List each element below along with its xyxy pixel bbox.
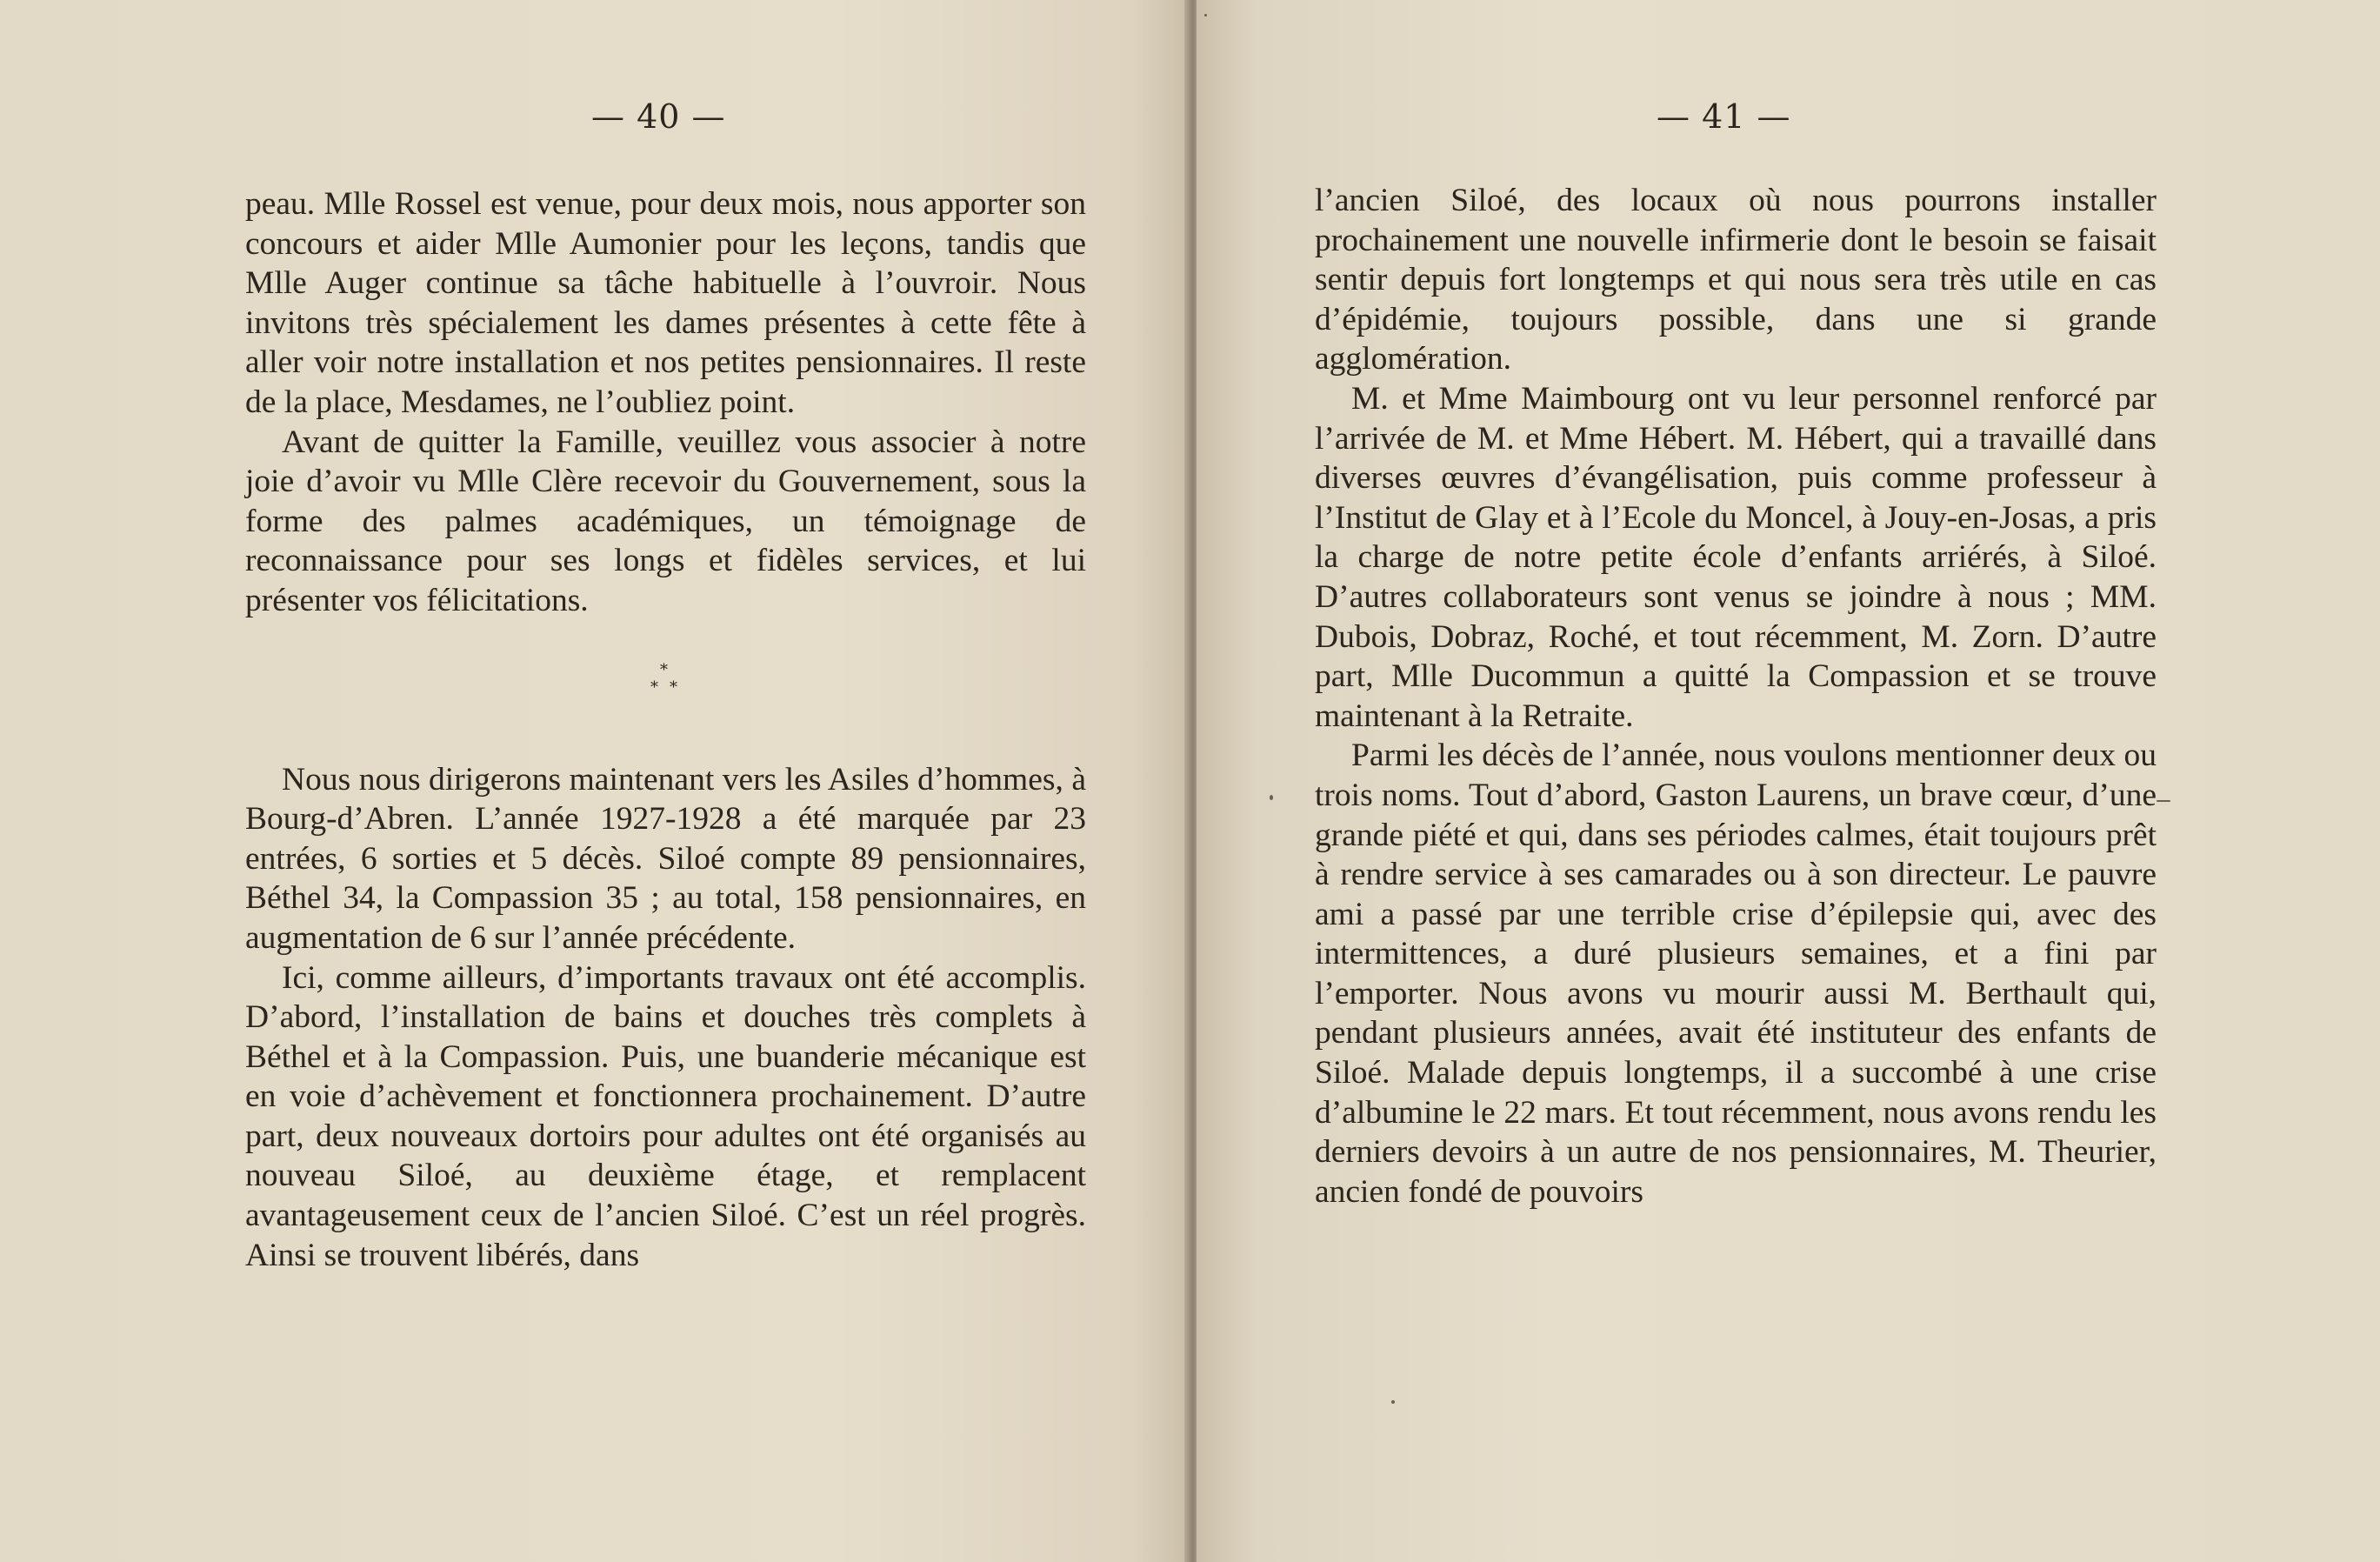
right-page-body [1315,181,2157,1212]
svg-text:*: * [669,678,677,697]
svg-text:*: * [659,660,668,679]
page-number-right: — 41 — [1657,97,1791,136]
paper-speck [1391,1400,1395,1404]
right-page [1197,0,2380,1562]
paragraph: Nous nous dirigerons maintenant vers les Asiles d’hommes, à Bourg-d’Abren. L’année 1927-1928 a été marquée par 23 entrées, 6 sorties et 5 décès. Siloé compte 89 pensionnaires, Béthel 34, la Compassion 35 ; au total, 158 pensionnaires, en augmentation de 6 sur l’année précédente. [245,761,1086,956]
paragraph: M. et Mme Maimbourg ont vu leur personnel renforcé par l’arrivée de M. et Mme Hébert. M. Hébert, qui a travaillé dans diverses œuvres d’évangélisation, puis comme professeur à l’Institut de Glay et à l’Ecole du Moncel, à Jouy-en-Josas, a pris la charge de notre petite école d’enfants arriérés, à Siloé. D’autres collaborateurs sont venus se joindre à nous ; MM. Dubois, Dobraz, Roché, et tout récemment, M. Zorn. D’autre part, Mlle Ducommun a quitté la Compassion et se trouve maintenant à la Retraite. [1315,380,2157,734]
paragraph: l’ancien Siloé, des locaux où nous pourrons installer prochainement une nouvelle infirmerie dont le besoin se faisait sentir depuis fort longtemps et qui nous sera très utile en cas d’épidémie, toujours possible, dans une si grande agglomération. [1315,183,2157,377]
paper-speck [2157,800,2170,802]
left-page-body [245,184,1086,1275]
paper-speck [1204,14,1207,17]
paragraph: Avant de quitter la Famille, veuillez vous associer à notre joie d’avoir vu Mlle Clère recevoir du Gouvernement, sous la forme des palmes académiques, un témoignage de reconnaissance pour ses longs et fidèles services, et lui présenter vos félicitations. [245,424,1086,618]
asterism-ornament [245,661,1086,704]
paragraph: peau. Mlle Rossel est venue, pour deux mois, nous apporter son concours et aider Mlle Aumonier pour les leçons, tandis que Mlle Auger continue sa tâche habituelle à l’ouvroir. Nous invitons très spécialement les dames présentes à cette fête à aller voir notre installation et nos petites pensionnaires. Il reste de la place, Mesdames, ne l’oubliez point. [245,186,1086,420]
asterism-icon [647,661,685,699]
paper-speck [1270,795,1273,800]
paragraph: Parmi les décès de l’année, nous voulons mentionner deux ou trois noms. Tout d’abord, Gaston Laurens, un brave cœur, d’une grande piété et qui, dans ses périodes calmes, était toujours prêt à rendre service à ses camarades ou à son directeur. Le pauvre ami a passé par une terrible crise d’épilepsie qui, avec des intermittences, a duré plusieurs semaines, et a fini par l’emporter. Nous avons vu mourir aussi M. Berthault qui, pendant plusieurs années, avait été instituteur des enfants de Siloé. Malade depuis longtemps, il a succombé à une crise d’albumine le 22 mars. Et tout récemment, nous avons rendu les derniers devoirs à un autre de nos pensionnaires, M. Theurier, ancien fondé de pouvoirs [1315,738,2157,1210]
svg-text:*: * [650,678,658,697]
page-number-left: — 40 — [591,97,726,136]
paragraph: Ici, comme ailleurs, d’importants travaux ont été accomplis. D’abord, l’installation de bains et douches très complets à Béthel et à la Compassion. Puis, une buanderie mécanique est en voie d’achèvement et fonctionnera prochainement. D’autre part, deux nouveaux dortoirs pour adultes ont été organisés au nouveau Siloé, au deuxième étage, et remplacent avantageusement ceux de l’ancien Siloé. C’est un réel progrès. Ainsi se trouvent libérés, dans [245,959,1086,1273]
